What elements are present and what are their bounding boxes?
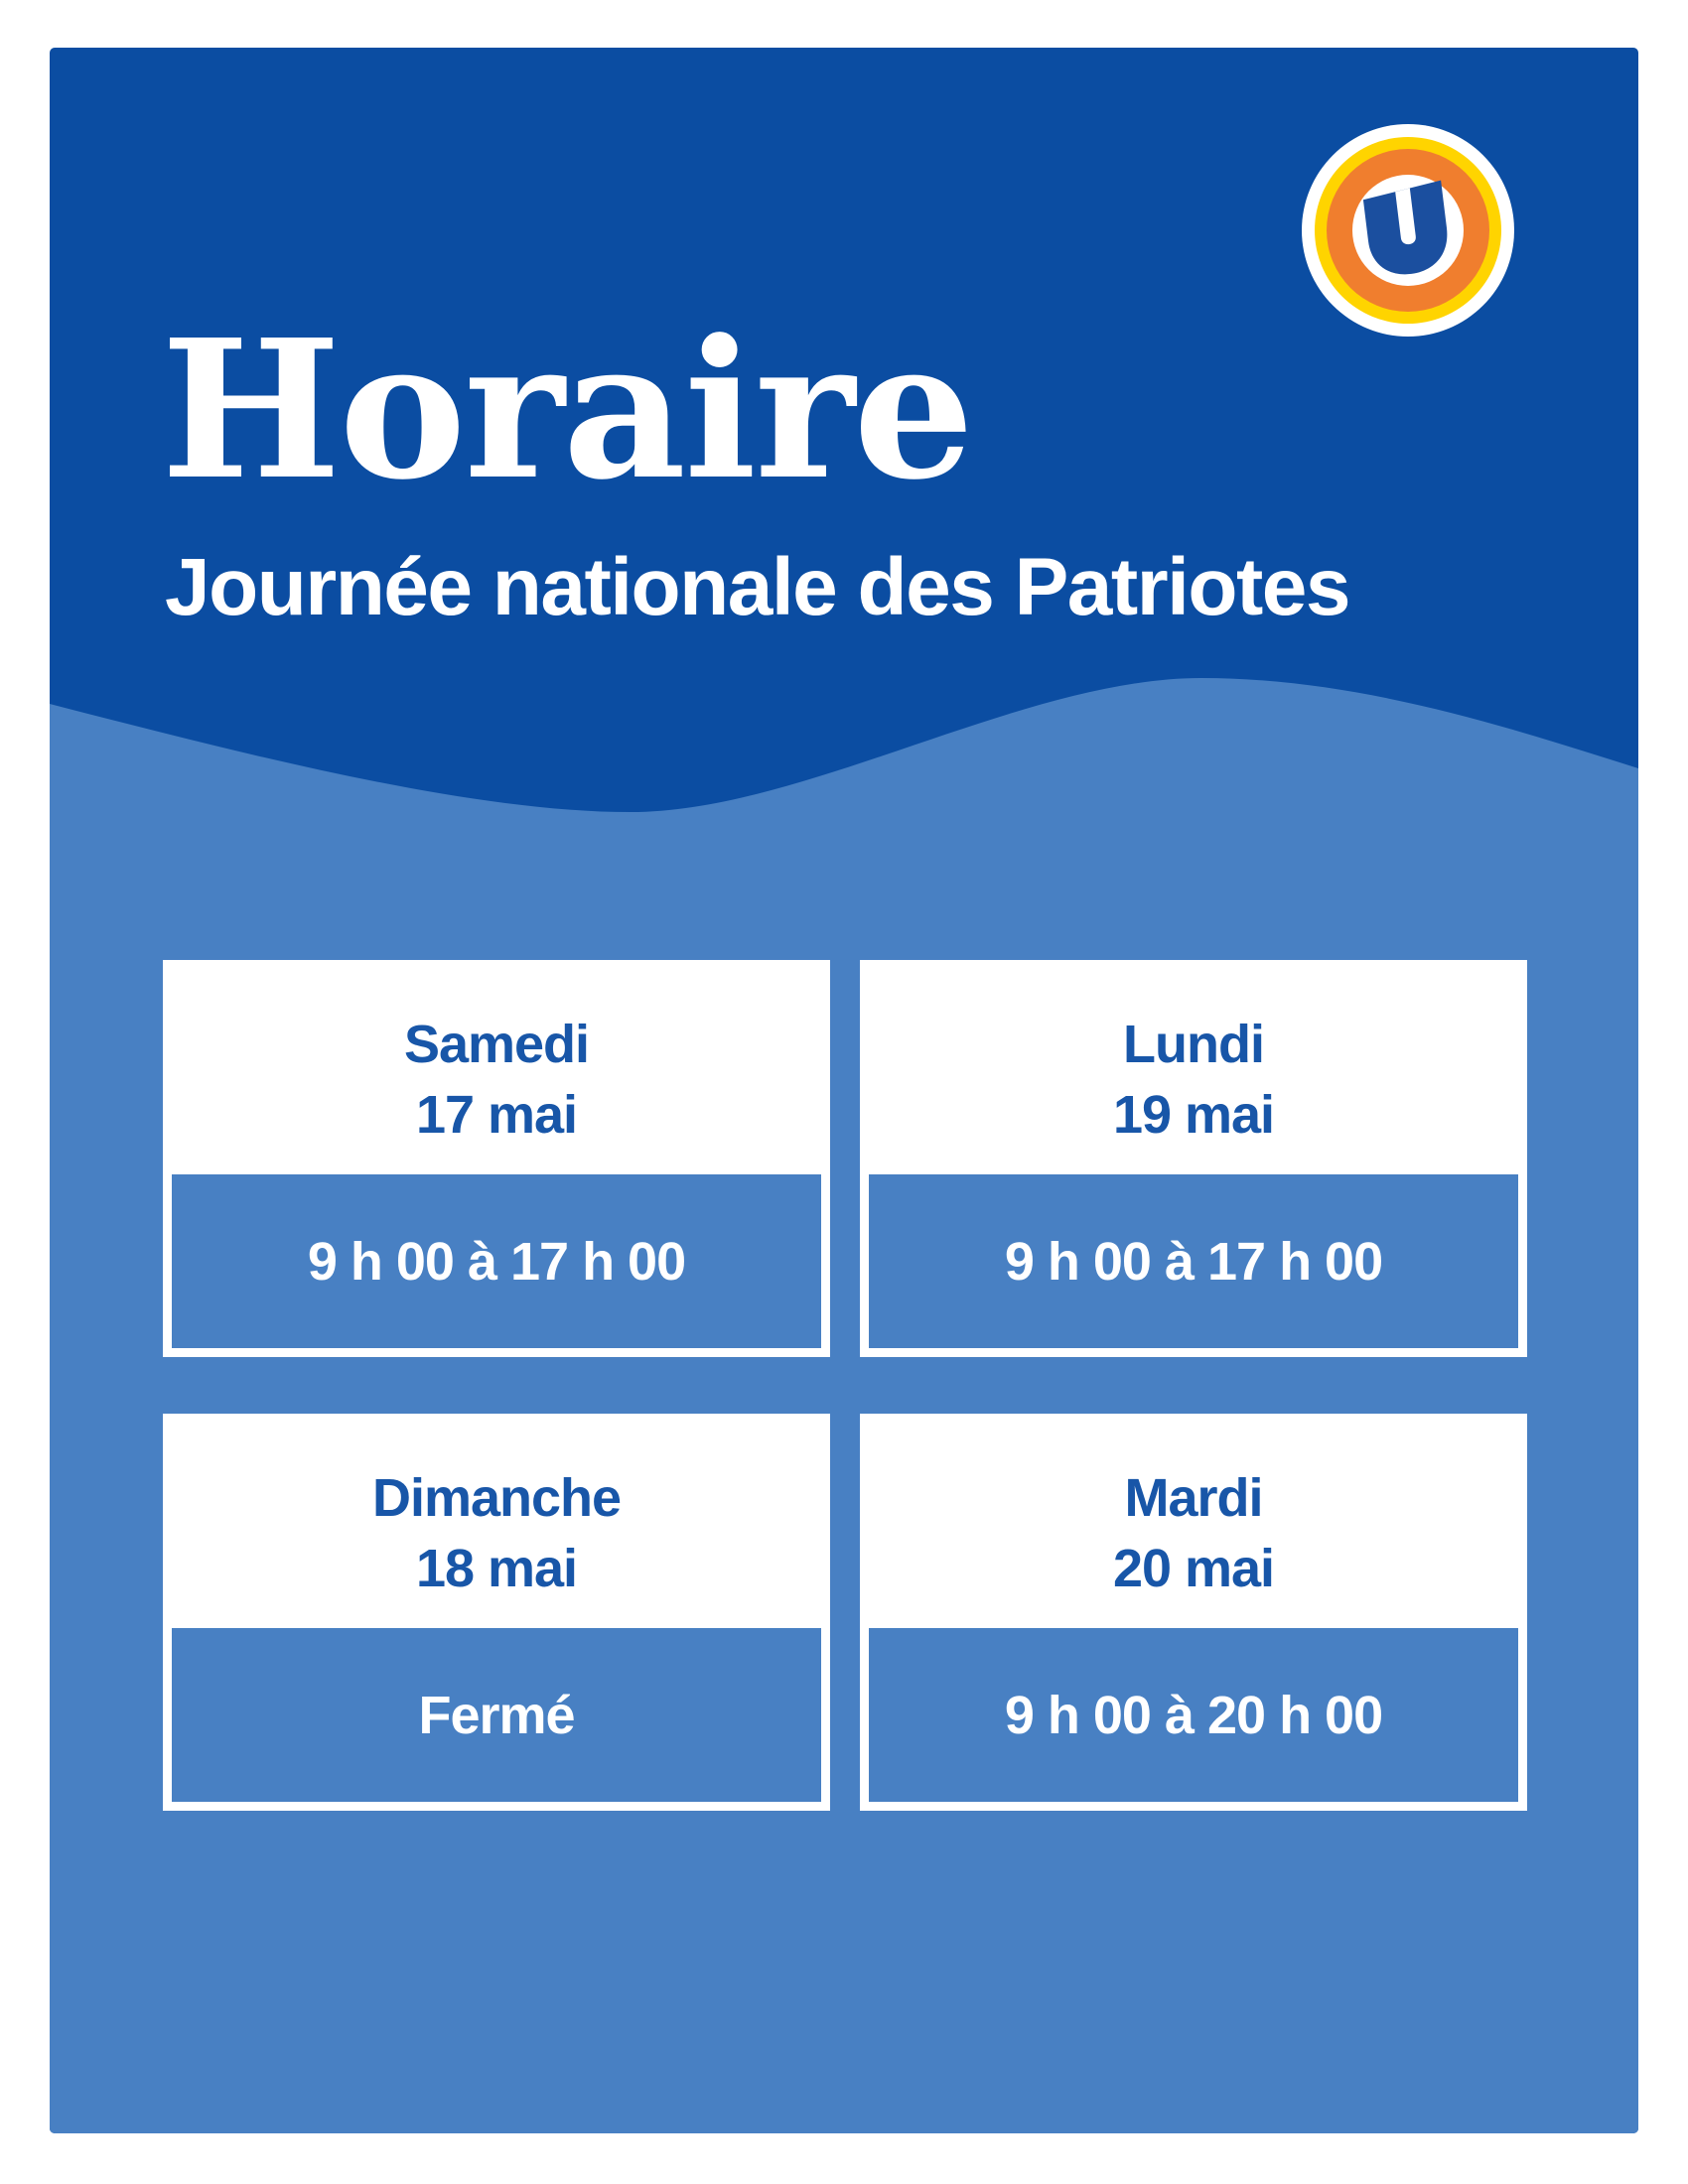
day-label: Dimanche — [371, 1468, 622, 1528]
day-date-block — [163, 960, 830, 1174]
schedule-card-samedi — [163, 960, 830, 1357]
date-label: 19 mai — [1112, 1085, 1275, 1145]
hours-badge — [172, 1628, 821, 1802]
hours-label: 9 h 00 à 17 h 00 — [1004, 1231, 1383, 1292]
day-date-block — [860, 1414, 1527, 1628]
date-label: 20 mai — [1112, 1539, 1275, 1598]
page-subtitle: Journée nationale des Patriotes — [165, 542, 1349, 632]
date-label: 18 mai — [415, 1539, 578, 1598]
poster — [50, 48, 1638, 2133]
hours-badge — [869, 1174, 1518, 1348]
schedule-card-lundi — [860, 960, 1527, 1357]
hours-badge — [172, 1174, 821, 1348]
hours-badge — [869, 1628, 1518, 1802]
schedule-card-mardi — [860, 1414, 1527, 1811]
brand-logo-u-icon — [1302, 124, 1514, 337]
day-label: Samedi — [403, 1015, 590, 1074]
wave-divider — [50, 643, 1638, 941]
hours-label: Fermé — [418, 1685, 575, 1745]
day-date-block — [860, 960, 1527, 1174]
hours-label: 9 h 00 à 20 h 00 — [1004, 1685, 1383, 1745]
schedule-card-dimanche — [163, 1414, 830, 1811]
page-title: Horaire — [161, 299, 973, 522]
day-label: Mardi — [1124, 1468, 1263, 1528]
hours-label: 9 h 00 à 17 h 00 — [307, 1231, 686, 1292]
day-label: Lundi — [1123, 1015, 1264, 1074]
date-label: 17 mai — [415, 1085, 578, 1145]
day-date-block — [163, 1414, 830, 1628]
